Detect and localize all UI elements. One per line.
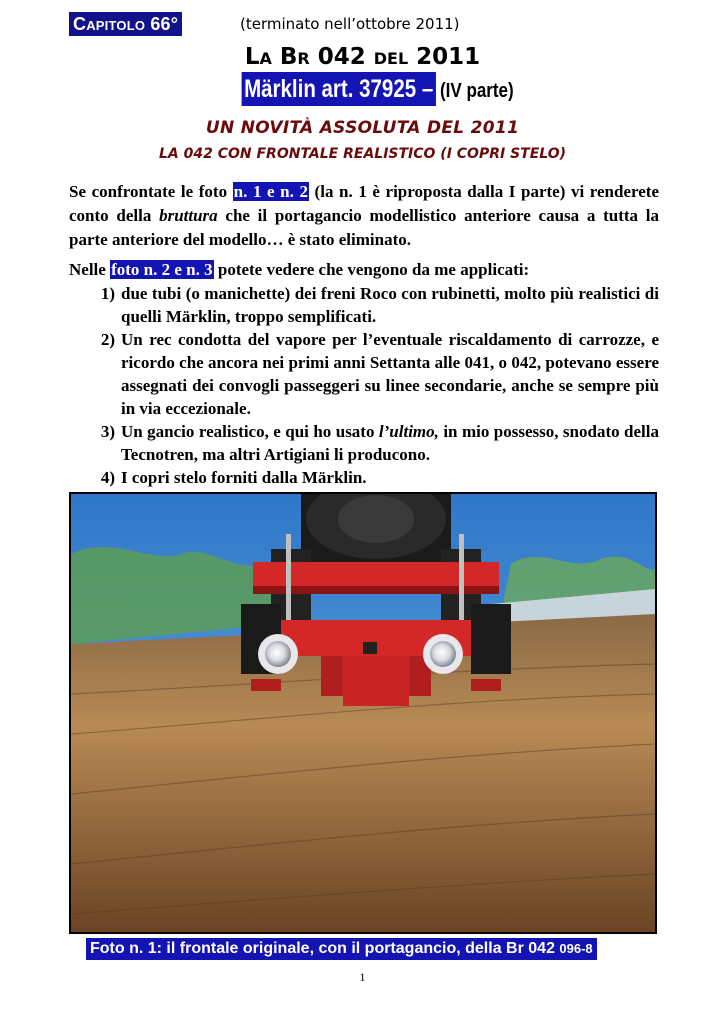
paragraph-intro	[69, 180, 659, 252]
photo-reference-link-2[interactable]: foto n. 2 e n. 3	[111, 260, 213, 279]
list-item	[69, 328, 659, 420]
list-text	[121, 420, 659, 466]
list-text-pre: Un gancio realistico, e qui ho usato	[121, 422, 379, 441]
photo-caption	[86, 938, 597, 960]
subtitle-details: LA 042 CON FRONTALE REALISTICO (I COPRI STELO)	[158, 146, 566, 162]
para1-text-b: (la n. 1 è riproposta dalla I parte) vi renderete conto della	[69, 182, 659, 225]
list-text: due tubi (o manichette) dei freni Roco con rubinetti, molto più realistici di quelli Märklin, troppo semplificati.	[121, 284, 659, 326]
list-item	[69, 466, 659, 489]
subtitle-novelty: UN NOVITÀ ASSOLUTA DEL 2011	[205, 118, 520, 138]
article-number: Märklin art. 37925 –	[241, 72, 435, 106]
list-text: I copri stelo forniti dalla Märklin.	[121, 468, 367, 487]
title-article-line	[0, 72, 725, 110]
list-text-post: in mio possesso, snodato della Tecnotren, ma altri Artigiani li producono.	[121, 422, 659, 464]
list-number: 4)	[100, 468, 115, 487]
para1-italic: bruttura	[159, 206, 218, 225]
part-label: (IV parte)	[439, 80, 514, 102]
page-title: La Br 042 del 2011	[244, 44, 481, 70]
para1-text-a: Se confrontate le foto	[69, 182, 233, 201]
page-number: 1	[359, 970, 366, 984]
para2-text-a: Nelle	[69, 260, 111, 279]
caption-code: 096-8	[559, 941, 593, 956]
modification-list	[69, 282, 659, 489]
photo-reference-link[interactable]: n. 1 e n. 2	[233, 182, 308, 201]
chapter-label: Capitolo 66°	[69, 12, 182, 36]
list-item	[69, 420, 659, 466]
completion-note: (terminato nell’ottobre 2011)	[240, 15, 460, 33]
caption-text: Foto n. 1: il frontale originale, con il portagancio, della Br 042	[90, 940, 560, 957]
list-item	[69, 282, 659, 328]
para2-text-b: potete vedere che vengono da me applicati:	[213, 260, 530, 279]
list-number: 2)	[100, 330, 115, 349]
list-text: Un rec condotta del vapore per l’eventuale riscaldamento di carrozze, e ricordo che ancora nei primi anni Settanta alle 041, o 042, potevano essere assegnati dei convogli passeggeri su linee secondarie, anche se sempre più in via eccezionale.	[121, 330, 659, 418]
locomotive-photo	[69, 492, 657, 934]
para1-text-c: che il portagancio modellistico anteriore causa a tutta la parte anteriore del modello… è stato eliminato.	[69, 206, 659, 249]
list-text-italic: l’ultimo,	[378, 422, 439, 441]
locomotive-front-illustration	[71, 494, 655, 932]
list-number: 1)	[100, 284, 115, 303]
paragraph-applied	[69, 258, 659, 282]
list-number: 3)	[100, 422, 115, 441]
